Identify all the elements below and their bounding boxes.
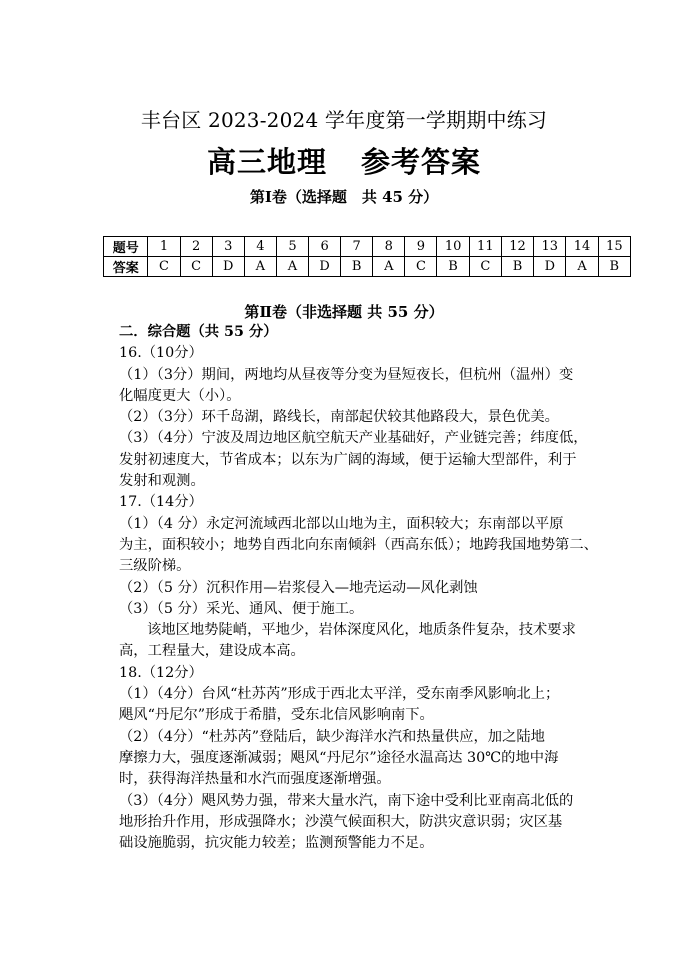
answer-cell: A — [244, 257, 276, 277]
answer-line: （2）（3分）环千岛湖，路线长，南部起伏较其他路段大，景色优美。 — [119, 409, 559, 426]
answer-cell: B — [501, 257, 533, 277]
question-heading: 16.（10分） — [119, 345, 203, 362]
question-number: 15 — [598, 237, 630, 257]
question-number: 2 — [180, 237, 212, 257]
answer-line: （1）（3分）期间，两地均从昼夜等分变为昼短夜长，但杭州（温州）变 — [119, 366, 574, 383]
answer-cell: C — [148, 257, 180, 277]
answer-cell: D — [212, 257, 244, 277]
answer-line: 高，工程量大，建设成本高。 — [119, 643, 305, 660]
answer-row — [104, 257, 631, 277]
question-number: 9 — [405, 237, 437, 257]
answer-line: 三级阶梯。 — [119, 558, 191, 575]
answer-cell: B — [341, 257, 373, 277]
answer-line: 该地区地势陡峭，平地少，岩体深度风化，地质条件复杂，技术要求 — [147, 622, 576, 639]
question-number: 1 — [148, 237, 180, 257]
page-title — [0, 140, 688, 181]
question-number: 12 — [501, 237, 533, 257]
answer-cell: B — [437, 257, 469, 277]
answer-cell: C — [469, 257, 501, 277]
answer-line: （1）（4分）台风“杜苏芮”形成于西北太平洋，受东南季风影响北上； — [119, 686, 560, 703]
part-heading: 二．综合题（共 55 分） — [119, 324, 278, 340]
question-number: 3 — [212, 237, 244, 257]
row-label-numbers: 题号 — [104, 237, 148, 257]
question-number: 7 — [341, 237, 373, 257]
answer-line: 时，获得海洋热量和水汽而强度逐渐增强。 — [119, 771, 391, 788]
answer-line: （3）（4分）飓风势力强，带来大量水汽，南下途中受利比亚南高北低的 — [119, 792, 574, 809]
question-number: 6 — [309, 237, 341, 257]
question-number: 11 — [469, 237, 501, 257]
answer-line: 摩擦力大，强度逐渐减弱；飓风“丹尼尔”途径水温高达 30℃的地中海 — [119, 749, 559, 766]
answer-body — [119, 322, 598, 854]
question-number: 14 — [566, 237, 598, 257]
question-heading: 18.（12分） — [119, 664, 203, 681]
answer-line: 化幅度更大（小）。 — [119, 387, 241, 404]
question-number: 8 — [373, 237, 405, 257]
question-number-row — [104, 237, 631, 257]
answer-line: 飓风“丹尼尔”形成于希腊，受东北信风影响南下。 — [119, 707, 434, 724]
exam-subtitle: 丰台区 2023-2024 学年度第一学期期中练习 — [140, 108, 548, 132]
answer-cell: A — [276, 257, 308, 277]
answer-line: （2）（5 分）沉积作用—岩浆侵入—地壳运动—风化剥蚀 — [119, 579, 478, 596]
answer-line: 发射初速度大，节省成本；以东为广阔的海域，便于运输大型部件，利于 — [119, 451, 577, 468]
answer-line: （2）（4分）“杜苏芮”登陆后，缺少海洋水汽和热量供应，加之陆地 — [119, 728, 545, 745]
answer-line: （3）（5 分）采光、通风、便于施工。 — [119, 600, 364, 617]
question-number: 4 — [244, 237, 276, 257]
answer-line: 地形抬升作用，形成强降水；沙漠气候面积大，防洪灾意识弱；灾区基 — [119, 813, 563, 830]
answer-line: 为主，面积较小；地势自西北向东南倾斜（西高东低）；地跨我国地势第二、 — [119, 536, 598, 553]
row-label-answers: 答案 — [104, 257, 148, 277]
section-2-heading: 第Ⅱ卷（非选择题 共 55 分） — [244, 303, 444, 321]
title-answer: 参考答案 — [361, 145, 482, 179]
answer-cell: A — [373, 257, 405, 277]
answer-cell: A — [566, 257, 598, 277]
answer-cell: B — [598, 257, 630, 277]
answer-line: 发射和观测。 — [119, 473, 205, 490]
answer-table — [103, 236, 631, 277]
question-number: 10 — [437, 237, 469, 257]
answer-cell: C — [180, 257, 212, 277]
answer-cell: D — [309, 257, 341, 277]
answer-line: （3）（4分）宁波及周边地区航空航天产业基础好，产业链完善；纬度低， — [119, 430, 588, 447]
answer-cell: C — [405, 257, 437, 277]
question-heading: 17.（14分） — [119, 494, 203, 511]
answer-cell: D — [534, 257, 566, 277]
answer-line: 础设施脆弱，抗灾能力较差；监测预警能力不足。 — [119, 835, 434, 852]
section-1-heading: 第Ⅰ卷（选择题 共 45 分） — [249, 188, 439, 206]
title-subject: 高三地理 — [206, 145, 327, 179]
answer-line: （1）（4 分）永定河流域西北部以山地为主，面积较大；东南部以平原 — [119, 515, 564, 532]
question-number: 13 — [534, 237, 566, 257]
question-number: 5 — [276, 237, 308, 257]
